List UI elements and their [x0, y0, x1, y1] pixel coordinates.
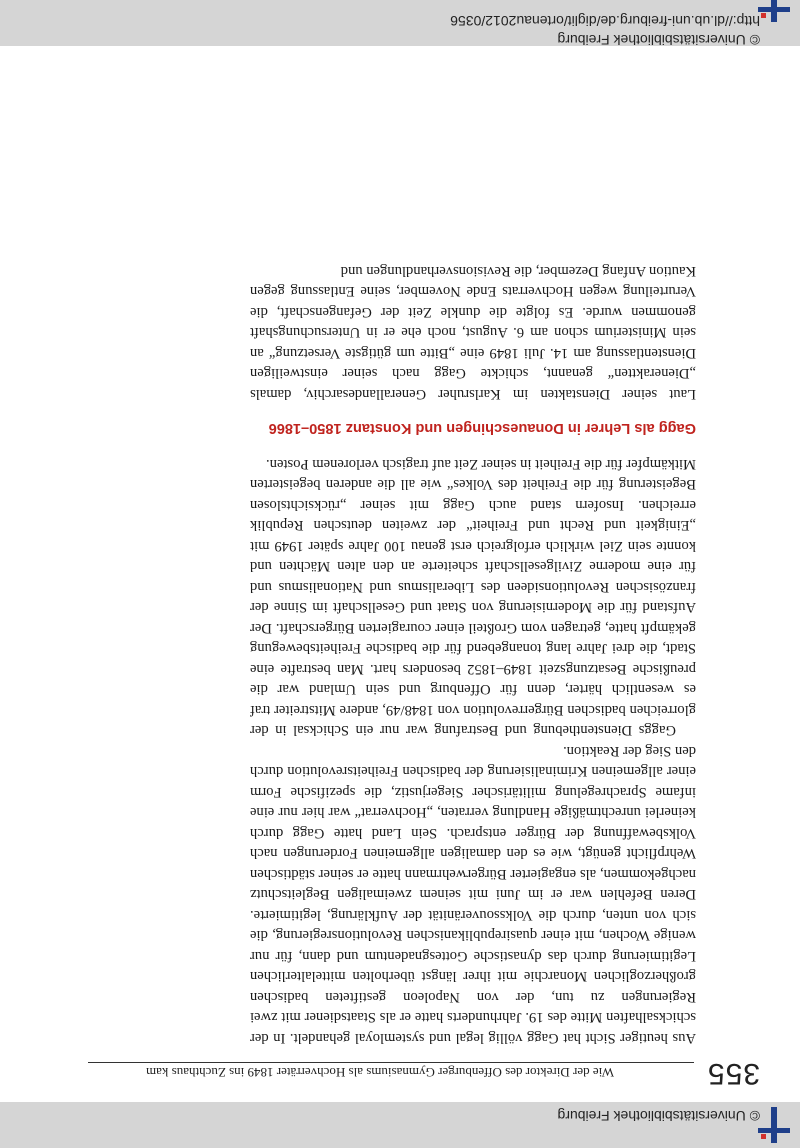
ub-freiburg-logo-icon [754, 0, 794, 24]
section-heading: Gagg als Lehrer in Donaueschingen und Konstanz 1850–1866 [268, 420, 696, 437]
running-head: Wie der Direktor des Offenburger Gymnasiums als Hochverräter 1849 ins Zuchthaus kam [146, 1065, 614, 1080]
paragraph: Aus heutiger Sicht hat Gagg völlig legal und systemloyal gehandelt. In der schicksalhaften Mitte des 19. Jahrhunderts hatte er als Staatsdiener mit zwei Regierungen zu tun, der von Napoleon gestifteten badischen großherzoglichen Monarchie mit ihrer längst überholten mittelalterlichen Legitimierung durch das dynastische Gottesgnadentum und dann, für nur wenige Wochen, mit einer quasirepublikanischen Revolutionsregierung, die sich von unten, durch die Volkssouveränität der Aufklärung, legitimierte. Deren Befehlen war er im Juni mit seinem zweimaligen Begleitschutz nachgekommen, als engagierter Bürgerwehrmann hatte er seiner städtischen Wehrpflicht genügt, wie es den damaligen allgemeinen Forderungen nach Volksbewaffnung der Bürger entsprach. Sein Land hatte Gagg durch keinerlei unrechtmäßige Handlung verraten, „Hochverrat“ war hier nur eine infame Sprachregelung militärischer Siegerjustiz, die spezifische Form einer allgemeinen Kriminalisierung der badischen Freiheitsrevolution durch den Sieg der Reaktion. [250, 743, 696, 1046]
ub-freiburg-logo-icon [754, 1105, 794, 1145]
paragraph: Laut seiner Dienstakten im Karlsruher Generallandesarchiv, damals „Dieneraktten“ genannt, schickte Gagg nach seiner einstweiligen Dienstentlassung am 14. Juli 1849 eine „Bitte um gütigste Versetzung“ an sein Ministerium schon am 6. August, noch ehe er in Untersuchungshaft genommen wurde. Es folgte die dunkle Zeit der Gefangenschaft, die Verurteilung wegen Hochverrats Ende November, seine Entlassung gegen Kaution Anfang Dezember, die Revisionsverhandlungen und [250, 263, 696, 402]
paragraph: Gaggs Dienstenthebung und Bestrafung war nur ein Schicksal in der glorreichen badischen Bürgerrevolution von 1848/49, andere Mitstreiter traf es wesentlich härter, denn für Offenburg und sein Umland war die preußische Besatzungszeit 1849–1852 besonders hart. Man bestrafte eine Stadt, die drei Jahre lang tonangebend für die badische Freiheitsbewegung gekämpft hatte, getragen vom Großteil einer couragierten Bürgerschaft. Der Aufstand für die Modernisierung von Staat und Gesellschaft im Sinne der französischen Revolutionsideen des Liberalismus und Nationalismus und für eine moderne Zivilgesellschaft scheiterte an den alten Mächten und konnte sein Ziel wirklich erfolgreich erst genau 100 Jahre später 1949 mit „Einigkeit und Recht und Freiheit“ der zweiten deutschen Republik erreichen. Insofern stand auch Gagg mit seiner „rücksichtslosen Begeisterung für die Freiheit des Volkes“ wie all die anderen begeisterten Mitkämpfer für die Freiheit in seiner Zeit auf tragisch verlorenem Posten. [250, 456, 696, 739]
page-number: 355 [706, 1057, 760, 1090]
footer-copyright: © Universitätsbibliothek Freiburg [557, 32, 760, 48]
viewer-header-bar [0, 1102, 800, 1148]
page-body [250, 261, 696, 1049]
viewer-footer-bar [0, 0, 800, 46]
header-copyright: © Universitätsbibliothek Freiburg [557, 1108, 760, 1124]
permalink-url[interactable]: http://dl.ub.uni-freiburg.de/diglit/ortenau2012/0356 [450, 13, 760, 29]
header-rule [88, 1062, 694, 1063]
